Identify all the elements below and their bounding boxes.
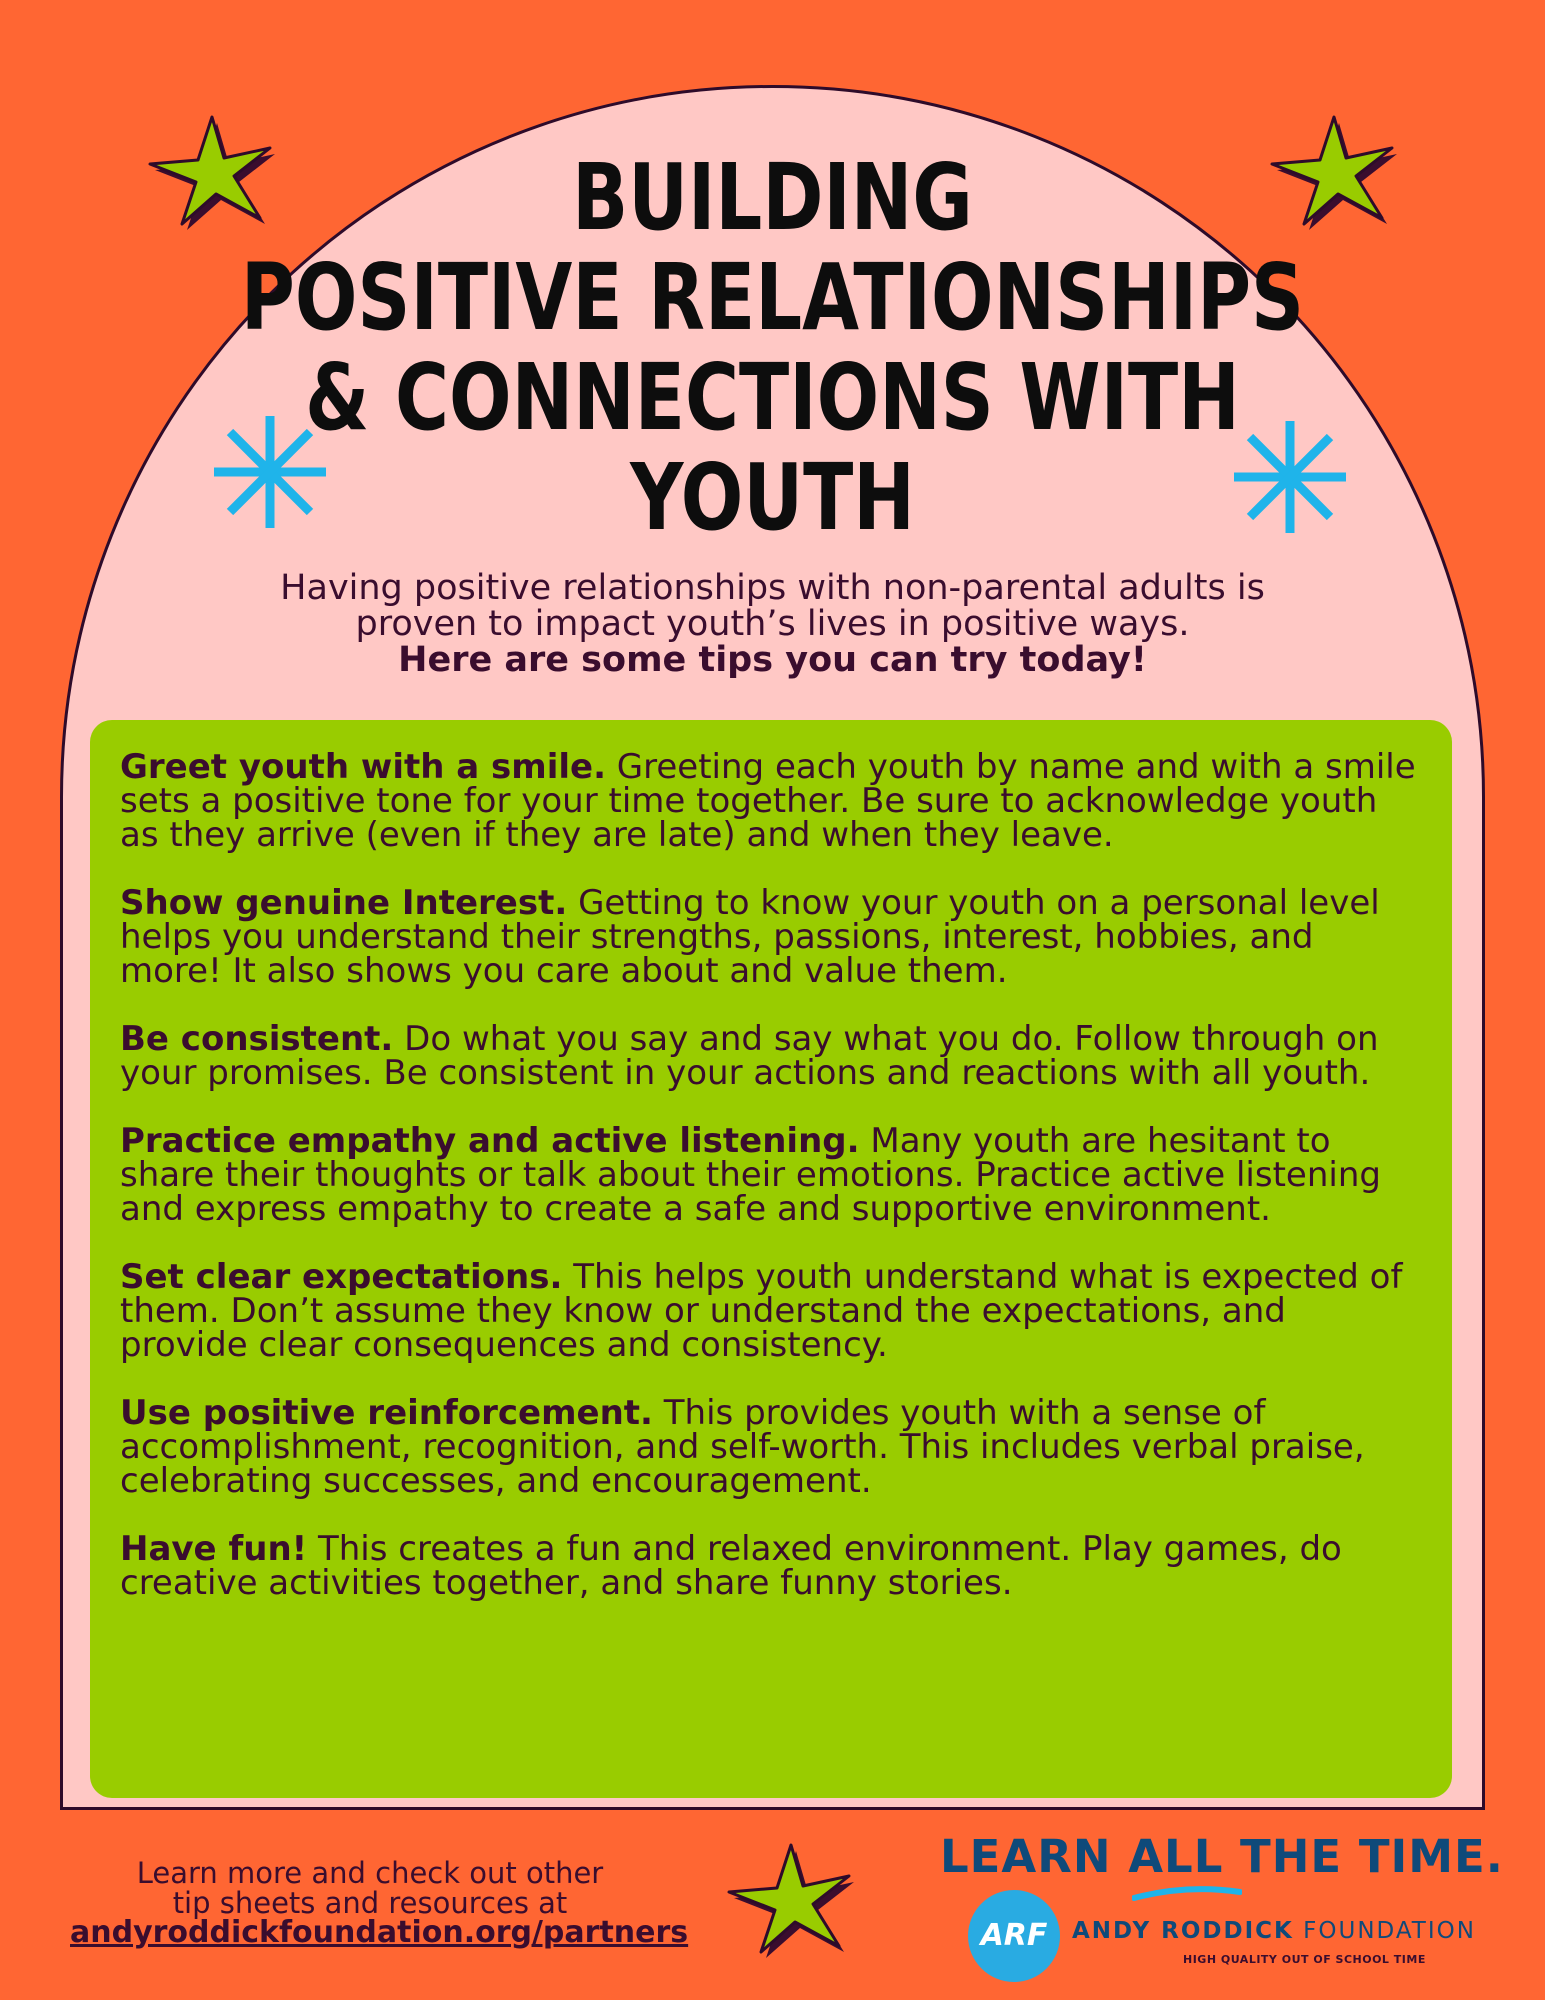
tip-body: This provides youth with a sense of accomplishment, recognition, and self-worth. This includes verbal praise, celebrating successes, and encouragement. <box>120 1393 1365 1501</box>
foundation-name-bold: ANDY RODDICK <box>1072 1918 1294 1944</box>
tip-heading: Show genuine Interest. <box>120 883 568 923</box>
tip-heading: Greet youth with a smile. <box>120 747 606 787</box>
tip-item <box>120 1529 1422 1603</box>
foundation-name-regular: FOUNDATION <box>1293 1918 1476 1944</box>
tip-item <box>120 883 1422 991</box>
tips-panel <box>90 720 1452 1798</box>
title-line: BUILDING <box>572 144 973 251</box>
intro-callout: Here are some tips you can try today! <box>398 640 1147 680</box>
foundation-name <box>1072 1918 1476 1944</box>
tip-body: Many youth are hesitant to share their thoughts or talk about their emotions. Practice active listening and express empathy to create a safe and supportive environment. <box>120 1121 1381 1229</box>
tagline-text: LEARN ALL THE TIME. <box>940 1830 1504 1883</box>
partners-link[interactable]: andyroddickfoundation.org/partners <box>70 1915 689 1950</box>
arf-logo: ARF <box>968 1890 1060 1982</box>
tip-body: Do what you say and say what you do. Follow through on your promises. Be consistent in your actions and reactions with all youth. <box>120 1019 1379 1093</box>
tip-heading: Practice empathy and active listening. <box>120 1121 860 1161</box>
tip-item <box>120 1257 1422 1365</box>
footer-line: tip sheets and resources at <box>172 1886 568 1920</box>
foundation-subtitle: HIGH QUALITY OUT OF SCHOOL TIME <box>1183 1953 1426 1966</box>
swoosh-underline-icon <box>1132 1882 1242 1904</box>
brand-tagline <box>940 1830 1504 1883</box>
footer-line: Learn more and check out other <box>136 1856 604 1890</box>
tip-body: This creates a fun and relaxed environment. Play games, do creative activities together, and share funny stories. <box>120 1529 1342 1603</box>
intro-text <box>0 570 1545 678</box>
tip-body: Getting to know your youth on a personal level helps you understand their strengths, passions, interest, hobbies, and more! It also shows you care about and value them. <box>120 883 1380 991</box>
intro-line: proven to impact youth’s lives in positive ways. <box>355 604 1190 644</box>
tip-heading: Use positive reinforcement. <box>120 1393 653 1433</box>
tip-heading: Set clear expectations. <box>120 1257 563 1297</box>
tip-heading: Have fun! <box>120 1529 308 1569</box>
intro-line: Having positive relationships with non-parental adults is <box>280 568 1265 608</box>
title-line: & CONNECTIONS WITH <box>305 344 1240 451</box>
tip-item <box>120 1019 1422 1093</box>
footer-text <box>70 1856 689 1950</box>
tip-heading: Be consistent. <box>120 1019 394 1059</box>
tip-body: This helps youth understand what is expected of them. Don’t assume they know or understand the expectations, and provide clear consequences and consistency. <box>120 1257 1403 1365</box>
title-line: POSITIVE RELATIONSHIPS <box>240 244 1305 351</box>
tip-body: Greeting each youth by name and with a smile sets a positive tone for your time together. Be sure to acknowledge youth as they arrive (even if they are late) and when they leave. <box>120 747 1416 855</box>
title-line: YOUTH <box>630 444 915 551</box>
green-star-icon <box>725 1838 855 1963</box>
tip-item <box>120 1121 1422 1229</box>
tip-item <box>120 747 1422 855</box>
tip-item <box>120 1393 1422 1501</box>
page-title <box>155 144 1391 551</box>
